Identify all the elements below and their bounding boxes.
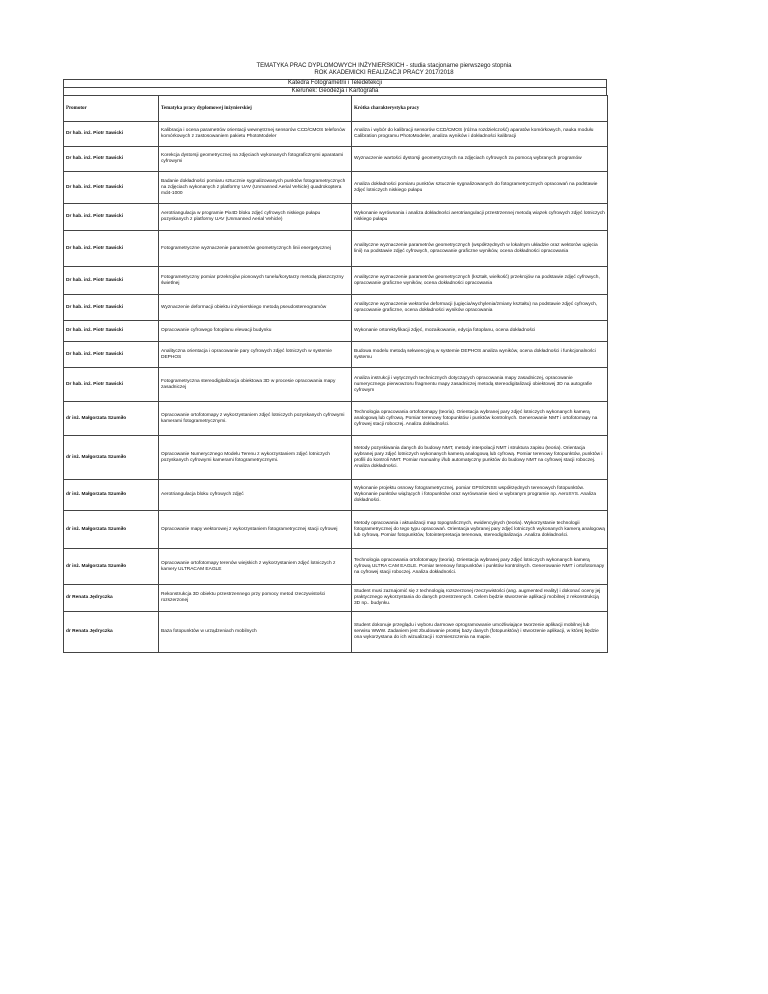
topic-cell: Fotogrametryczna stereodigitalizacja obiektowa 3D w procesie opracowania mapy zasadniczej (159, 368, 352, 402)
topic-cell: Opracowanie cyfrowego fotoplanu elewacji budynku (159, 321, 352, 342)
column-header-topic: Tematyka pracy dyplomowej inżynierskiej (159, 96, 352, 122)
topic-cell: Fotogrametryczne wyznaczenie parametrów geometrycznych linii energetycznej (159, 231, 352, 267)
table-row (64, 585, 608, 612)
thesis-topics-table (63, 95, 608, 653)
column-header-promotor: Promotor (64, 96, 159, 122)
table-row (64, 321, 608, 342)
table-row (64, 436, 608, 480)
promotor-cell: Dr hab. inż. Piotr Sawicki (64, 267, 159, 295)
topic-cell: Opracowanie ortofotomapy z wykorzystaniem zdjęć lotniczych pozyskanych cyfrowymi kamerami fotogrametrycznymi. (159, 402, 352, 436)
column-header-description: Krótka charakterystyka pracy (352, 96, 608, 122)
promotor-cell: dr inż. Małgorzata Szumiło (64, 436, 159, 480)
promotor-cell: Dr hab. inż. Piotr Sawicki (64, 172, 159, 204)
table-row (64, 368, 608, 402)
promotor-cell: dr inż. Małgorzata Szumiło (64, 480, 159, 511)
description-cell: Student musi zaznajomić się z technologią rozszerzonej rzeczywistości (ang. augmented reality) i dokonać oceny jej praktycznego wykorzystania do danych przestrzennych. Celem będzie stworzenie aplikacji mobilnej z rekonstrukcją 3D np.. budynku. (352, 585, 608, 612)
field-of-study-cell: Kierunek: Geodezja i Kartografia (63, 87, 607, 95)
description-cell: Technologia opracowania ortofotomapy (teoria). Orientacja wybranej pary zdjęć lotniczych wykonanych kamerą analogową lub cyfrową. Pomiar terenowy fotopunktów i punktów kontrolnych. Generowanie NMT i ortofotomapy na cyfrowej stacji roboczej. Analiza dokładności. (352, 402, 608, 436)
table-row (64, 402, 608, 436)
description-cell: Metody opracowania i aktualizacji map topograficznych, ewidencyjnych (teoria). Wykorzystanie technologii fotogrametrycznej do tego typu opracowań. Orientacja wybranej pary zdjęć lotniczych wykonanych kamerą analogową lub cyfrową. Pomiar fotopunktów, fotointerpretacja terenowa, stereodigitalizacja .Analiza dokładności. (352, 511, 608, 549)
promotor-cell: Dr hab. inż. Piotr Sawicki (64, 321, 159, 342)
promotor-cell: dr inż. Małgorzata Szumiło (64, 549, 159, 585)
promotor-cell: dr inż. Małgorzata Szumiło (64, 511, 159, 549)
description-cell: Analityczne wyznaczenie parametrów geometrycznych (współrzędnych w lokalnym układzie oraz wektorów ugięcia linii) na podstawie zdjęć cyfrowych, opracowanie graficzne wyników, ocena dokładności opracowania (352, 231, 608, 267)
promotor-cell: Dr hab. inż. Piotr Sawicki (64, 122, 159, 147)
table-row (64, 480, 608, 511)
description-cell: Wyznaczenie wartości dystorsji geometrycznych na zdjęciach cyfrowych za pomocą wybranych programów (352, 147, 608, 172)
description-cell: Analityczne wyznaczenie wektorów deformacji (ugięcia/wychylenia/zmiany kształtu) na podstawie zdjęć cyfrowych, opracowanie graficzne, ocena dokładności wyników opracowania (352, 295, 608, 321)
table-row (64, 204, 608, 231)
topic-cell: Analityczna orientacja i opracowanie pary cyfrowych zdjęć lotniczych w systemie DEPHOS (159, 342, 352, 368)
description-cell: Budowa modelu metodą sekwencyjną w systemie DEPHOS analiza wyników, ocena dokładności i funkcjonalności systemu (352, 342, 608, 368)
topic-cell: Korekcja dystorsji geometrycznej na zdjęciach wykonanych fotograficznymi aparatami cyfrowymi (159, 147, 352, 172)
description-cell: Wykonanie wyrównania i analiza dokładności aerotriangulacji przestrzennej metodą wiązek cyfrowych zdjęć lotniczych niskiego pułapu (352, 204, 608, 231)
promotor-cell: Dr hab. inż. Piotr Sawicki (64, 295, 159, 321)
header-academic-year: ROK AKADEMICKI REALIZACJI PRACY 2017/2018 (314, 70, 454, 77)
topic-cell: Fotogrametryczny pomiar przekrojów pionowych tunelu/korytarzy metodą płaszczyzny świetlnej (159, 267, 352, 295)
description-cell: Student dokonuje przeglądu i wyboru darmowe oprogramowanie umożliwiające tworzenie aplikacji mobilnej lub serwisu WWW. Zadaniem jest zbudowanie prostej bazy danych (fotopunktów) i stworzenie aplikacji, w której będzie ona wykorzystana do ich wizualizacji i rozmieszczenia na mapie. (352, 612, 608, 653)
promotor-cell: Dr hab. inż. Piotr Sawicki (64, 147, 159, 172)
description-cell: Analityczne wyznaczenie parametrów geometrycznych (kształt, wielkość) przekrojów na podstawie zdjęć cyfrowych, opracowanie graficzne wyników, ocena dokładności opracowania (352, 267, 608, 295)
header-title: TEMATYKA PRAC DYPLOMOWYCH INŻYNIERSKICH - studia stacjonarne pierwszego stopnia (256, 63, 512, 69)
topic-cell: Kalibracja i ocena parametrów orientacji wewnętrznej sensorów CCD/CMOS telefonów komórkowych z zastosowaniem pakietu PhotoModeler (159, 122, 352, 147)
topic-cell: Aerotriangulacja w programie Pix4D bloku zdjęć cyfrowych niskiego pułapu pozyskanych z platformy UAV (Unmanned Aerial Vehicle) (159, 204, 352, 231)
table-row (64, 231, 608, 267)
promotor-cell: Dr hab. inż. Piotr Sawicki (64, 342, 159, 368)
description-cell: Wykonanie ortorektyfikacji zdjęć, mozaikowanie, edycja fotoplanu, ocena dokładności (352, 321, 608, 342)
promotor-cell: dr inż. Małgorzata Szumiło (64, 402, 159, 436)
topic-cell: Opracowanie mapy wektorowej z wykorzystaniem fotogrametrycznej stacji cyfrowej (159, 511, 352, 549)
topic-cell: Rekonstrukcja 3D obiektu przestrzennego przy pomocy metod rzeczywistości rozszerzonej (159, 585, 352, 612)
promotor-cell: dr Renata Jędryczka (64, 585, 159, 612)
promotor-cell: Dr hab. inż. Piotr Sawicki (64, 231, 159, 267)
description-cell: Wykonanie projektu osnowy fotogrametrycznej, pomiar GPS/GNSS współrzędnych terenowych fotopunktów. Wykonanie punktów wiążących i fotopunktów oraz wyrównanie sieci w wybranym programie np. AeroSYS. Analiza dokładności. (352, 480, 608, 511)
table-row (64, 549, 608, 585)
table-row (64, 147, 608, 172)
table-row (64, 122, 608, 147)
description-cell: Technologia opracowania ortofotomapy (teoria). Orientacja wybranej pary zdjęć lotniczych wykonanych kamerą cyfrową ULTRA CAM EAGLE. Pomiar terenowy fotopunktów i punktów kontrolnych. Generowanie NMT i ortofotomapy na cyfrowej stacji roboczej. Analiza dokładności. (352, 549, 608, 585)
description-cell: Analiza instrukcji i wytycznych technicznych dotyczących opracowania mapy zasadniczej, opracowanie numerycznego pierwowzoru fragmentu mapy zasadniczej metodą stereodigitalizacji obiektowej 3D na autografie cyfrowym (352, 368, 608, 402)
promotor-cell: Dr hab. inż. Piotr Sawicki (64, 204, 159, 231)
table-row (64, 295, 608, 321)
topic-cell: Aerotriangulacja bloku cyfrowych zdjęć (159, 480, 352, 511)
topic-cell: Wyznaczenie deformacji obiektu inżynierskiego metodą pseudostereogramów (159, 295, 352, 321)
table-row (64, 267, 608, 295)
department-cell: Katedra Fotogrametrii i Teledetekcji (63, 79, 607, 87)
promotor-cell: dr Renata Jędryczka (64, 612, 159, 653)
table-row (64, 172, 608, 204)
topic-cell: Opracowanie ortofotomapy terenów wiejskich z wykorzystaniem zdjęć lotniczych z kamery ULTRACAM EAGLE (159, 549, 352, 585)
table-row (64, 612, 608, 653)
table-row (64, 342, 608, 368)
table-header-row (64, 96, 608, 122)
topic-cell: Baza fotopunktów w urządzeniach mobilnych (159, 612, 352, 653)
topic-cell: Badanie dokładności pomiaru sztucznie sygnalizowanych punktów fotogrametrycznych na zdjęciach wykonanych z platformy UAV (Unmanned Aerial Vehicle) quadrokoptera md4-1000 (159, 172, 352, 204)
topic-cell: Opracowanie Numerycznego Modelu Terenu z wykorzystaniem zdjęć lotniczych pozyskanych cyfrowymi kamerami fotogrametrycznymi. (159, 436, 352, 480)
description-cell: Analiza i wybór do kalibracji sensorów CCD/CMOS (różna rozdzielczość) aparatów komórkowych, nauka modułu Calibration programu PhotoModeler, analiza wyników i dokładności kalibracji (352, 122, 608, 147)
document-header (0, 63, 768, 77)
promotor-cell: Dr hab. inż. Piotr Sawicki (64, 368, 159, 402)
table-row (64, 511, 608, 549)
description-cell: Analiza dokładności pomiaru punktów sztucznie sygnalizowanych do fotogrametrycznych opracowań na podstawie zdjęć lotniczych niskiego pułapu (352, 172, 608, 204)
description-cell: Metody pozyskiwania danych do budowy NMT, metody interpolacji NMT i struktura zapisu (teoria). Orientacja wybranej pary zdjęć lotniczych wykonanych kamerą analogową lub cyfrową. Pomiar terenowy fotopunktów, punktów i profili do kontroli NMT. Pomiar manualny i/lub automatyczny punktów do budowy NMT na cyfrowej stacji roboczej. Analiza dokładności. (352, 436, 608, 480)
